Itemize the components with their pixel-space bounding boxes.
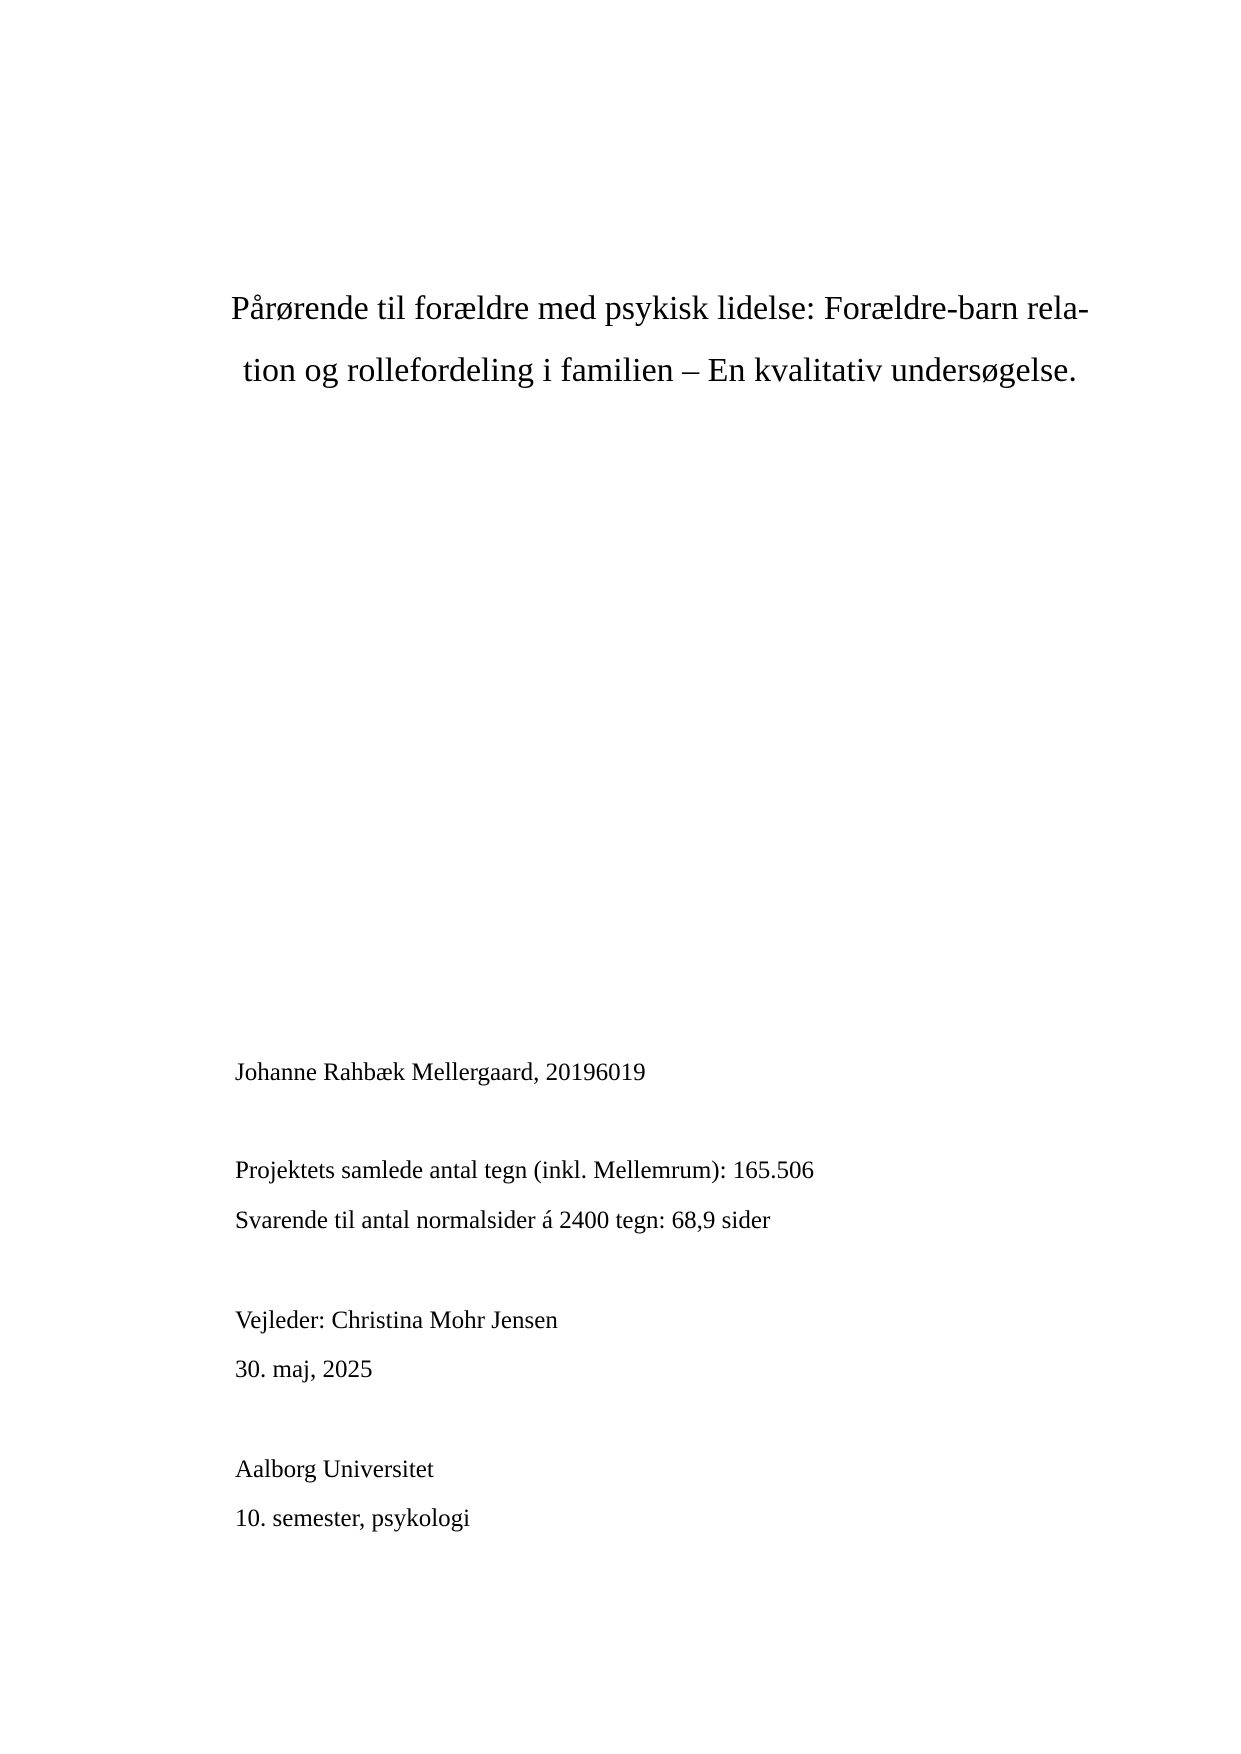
title-line-1: Pårørende til forældre med psykisk lidelse: Forældre-barn rela- [230, 290, 1090, 327]
author-line: Johanne Rahbæk Mellergaard, 20196019 [235, 1059, 646, 1086]
character-count: Projektets samlede antal tegn (inkl. Mellemrum): 165.506 [235, 1157, 815, 1184]
document-title [200, 278, 1120, 402]
university-name: Aalborg Universitet [235, 1456, 434, 1483]
normal-pages-count: Svarende til antal normalsider á 2400 tegn: 68,9 sider [235, 1207, 771, 1234]
submission-date: 30. maj, 2025 [235, 1356, 373, 1383]
title-line-2: tion og rollefordeling i familien – En kvalitativ undersøgelse. [243, 352, 1077, 389]
semester-line: 10. semester, psykologi [235, 1505, 471, 1532]
supervisor-line: Vejleder: Christina Mohr Jensen [235, 1307, 558, 1334]
